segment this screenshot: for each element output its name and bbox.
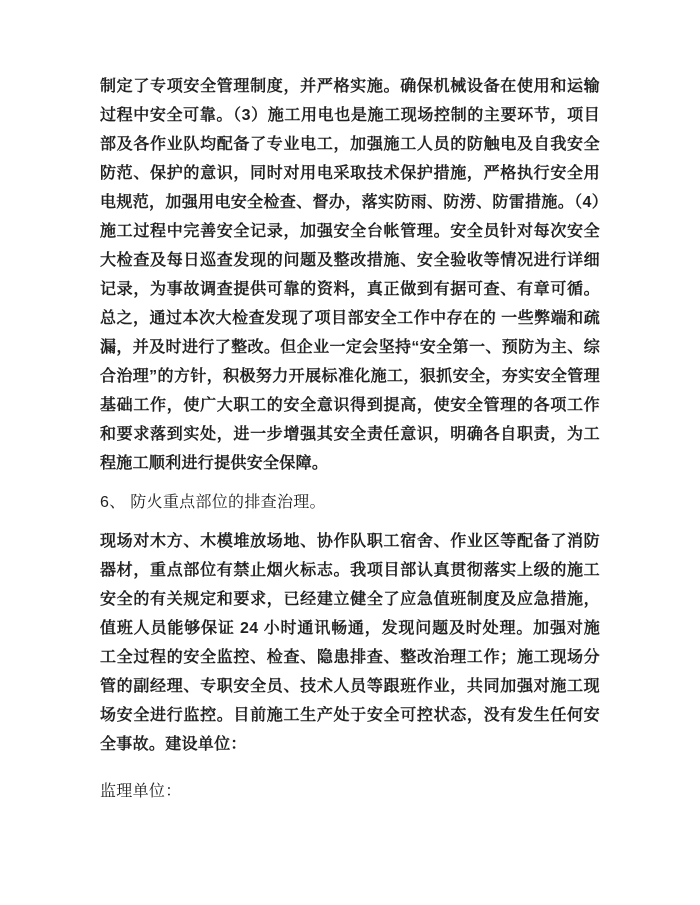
- label-supervision-unit: 监理单位：: [100, 783, 182, 800]
- paragraph-fire-inspection: 现场对木方、木模堆放场地、协作队职工宿舍、作业区等配备了消防器材，重点部位有禁止烟火标志。我项目部认真贯彻落实上级的施工安全的有关规定和要求，已经建立健全了应急值班制度及应急措施，值班人员能够保证 24 小时通讯畅通，发现问题及时处理。加强对施工全过程的安全监控、检查、隐患排查、整改治理工作；施工现场分管的副经理、专职安全员、技术人员等跟班作业，共同加强对施工现场安全进行监控。目前施工生产处于安全可控状态，没有发生任何安全事故。建设单位：: [100, 533, 600, 753]
- paragraph-safety-measures: 制定了专项安全管理制度，并严格实施。确保机械设备在使用和运输过程中安全可靠。（3）施工用电也是施工现场控制的主要环节，项目部及各作业队均配备了专业电工，加强施工人员的防触电及自我安全防范、保护的意识，同时对用电采取技术保护措施，严格执行安全用电规范，加强用电安全检查、督办，落实防雨、防涝、防雷措施。（4）施工过程中完善安全记录，加强安全台帐管理。安全员针对每次安全大检查及每日巡查发现的问题及整改措施、安全验收等情况进行详细记录，为事故调查提供可靠的资料，真正做到有据可查、有章可循。总之，通过本次大检查发现了项目部安全工作中存在的 一些弊端和疏漏，并及时进行了整改。但企业一定会坚持“安全第一、预防为主、综合治理”的方针，积极努力开展标准化施工，狠抓安全，夯实安全管理基础工作，使广大职工的安全意识得到提高，使安全管理的各项工作和要求落到实处，进一步增强其安全责任意识，明确各自职责，为工程施工顺利进行提供安全保障。: [100, 78, 600, 472]
- document-content: [100, 72, 600, 816]
- section-heading-fire-prevention: 6、 防火重点部位的排查治理。: [100, 494, 326, 511]
